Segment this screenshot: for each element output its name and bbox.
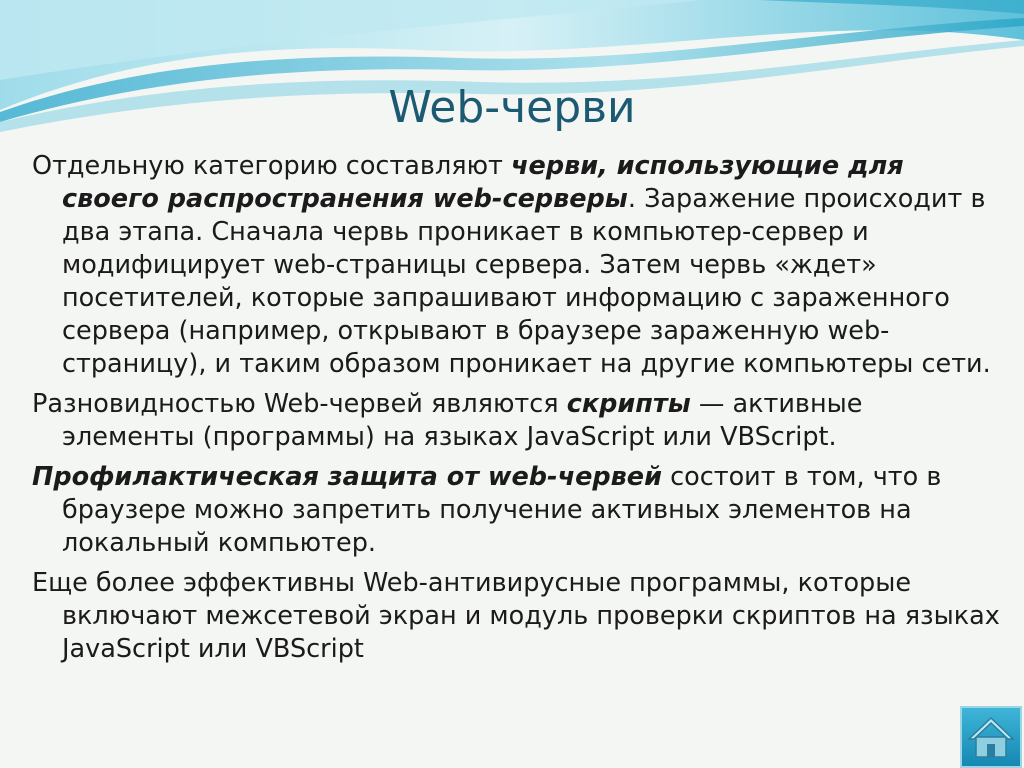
- text-run: — активные элементы (программы) на языках JavaScript или VBScript.: [62, 389, 863, 452]
- slide-title: Web-черви: [388, 82, 636, 133]
- emphasized-text: Профилактическая защита от web-червей: [32, 462, 662, 492]
- body-paragraph: [32, 150, 1002, 381]
- emphasized-text: черви, использующие для своего распространения web-серверы: [62, 151, 904, 214]
- text-run: Отдельную категорию составляют: [32, 151, 512, 181]
- text-run: состоит в том, что в браузере можно запретить получение активных элементов на локальный компьютер.: [62, 462, 942, 558]
- slide-body: [32, 150, 1002, 673]
- text-run: Еще более эффективны Web-антивирусные программы, которые включают межсетевой экран и модуль проверки скриптов на языках JavaScript или VBScript: [32, 568, 1000, 664]
- body-paragraph: [32, 388, 1002, 454]
- body-paragraph: [32, 461, 1002, 560]
- body-paragraph: [32, 567, 1002, 666]
- text-run: . Заражение происходит в два этапа. Сначала червь проникает в компьютер-сервер и модифицирует web-страницы сервера. Затем червь «ждет» посетителей, которые запрашивают информацию с зараженного сервера (например, открывают в браузере зараженную web-страницу), и таким образом проникает на другие компьютеры сети.: [62, 184, 991, 379]
- text-run: Разновидностью Web-червей являются: [32, 389, 567, 419]
- home-icon: [962, 708, 1020, 766]
- emphasized-text: скрипты: [566, 389, 691, 419]
- home-button[interactable]: [960, 706, 1022, 768]
